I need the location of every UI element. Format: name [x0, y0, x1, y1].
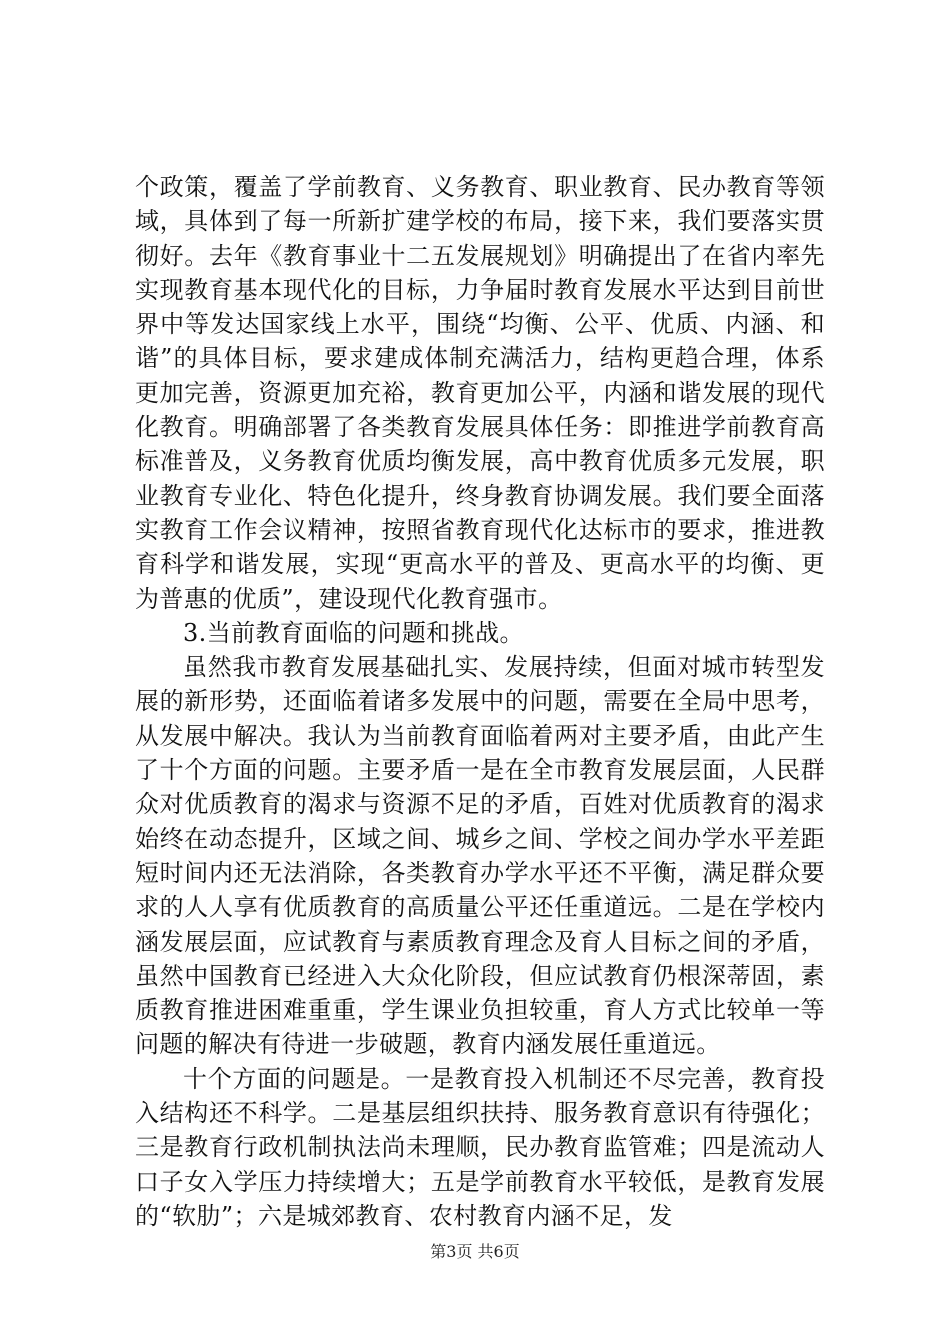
- section-heading-problems: 3.当前教育面临的问题和挑战。: [183, 618, 524, 647]
- page-footer: 第3页 共6页: [430, 1242, 520, 1261]
- body-text: [135, 170, 825, 1233]
- paragraph-main-contradictions: 虽然我市教育发展基础扎实、发展持续，但面对城市转型发展的新形势，还面临着诸多发展中的问题，需要在全局中思考，从发展中解决。我认为当前教育面临着两对主要矛盾，由此产生了十个方面的问题。主要矛盾一是在全市教育发展层面，人民群众对优质教育的渴求与资源不足的矛盾，百姓对优质教育的渴求始终在动态提升，区域之间、城乡之间、学校之间办学水平差距短时间内还无法消除，各类教育办学水平还不平衡，满足群众要求的人人享有优质教育的高质量公平还任重道远。二是在学校内涵发展层面，应试教育与素质教育理念及育人目标之间的矛盾，虽然中国教育已经进入大众化阶段，但应试教育仍根深蒂固，素质教育推进困难重重，学生课业负担较重，育人方式比较单一等问题的解决有待进一步破题，教育内涵发展任重道远。: [135, 653, 825, 1059]
- paragraph-policy-continuation: 个政策，覆盖了学前教育、义务教育、职业教育、民办教育等领域，具体到了每一所新扩建学校的布局，接下来，我们要落实贯彻好。去年《教育事业十二五发展规划》明确提出了在省内率先实现教育基本现代化的目标，力争届时教育发展水平达到目前世界中等发达国家线上水平，围绕“均衡、公平、优质、内涵、和谐”的具体目标，要求建成体制充满活力，结构更趋合理，体系更加完善，资源更加充裕，教育更加公平，内涵和谐发展的现代化教育。明确部署了各类教育发展具体任务：即推进学前教育高标准普及，义务教育优质均衡发展，高中教育优质多元发展，职业教育专业化、特色化提升，终身教育协调发展。我们要全面落实教育工作会议精神，按照省教育现代化达标市的要求，推进教育科学和谐发展，实现“更高水平的普及、更高水平的均衡、更为普惠的优质”，建设现代化教育强市。: [135, 173, 825, 613]
- paragraph-ten-problems: 十个方面的问题是。一是教育投入机制还不尽完善，教育投入结构还不科学。二是基层组织扶持、服务教育意识有待强化；三是教育行政机制执法尚未理顺，民办教育监管难；四是流动人口子女入学压力持续增大；五是学前教育水平较低，是教育发展的“软肋”；六是城郊教育、农村教育内涵不足，发: [135, 1064, 825, 1230]
